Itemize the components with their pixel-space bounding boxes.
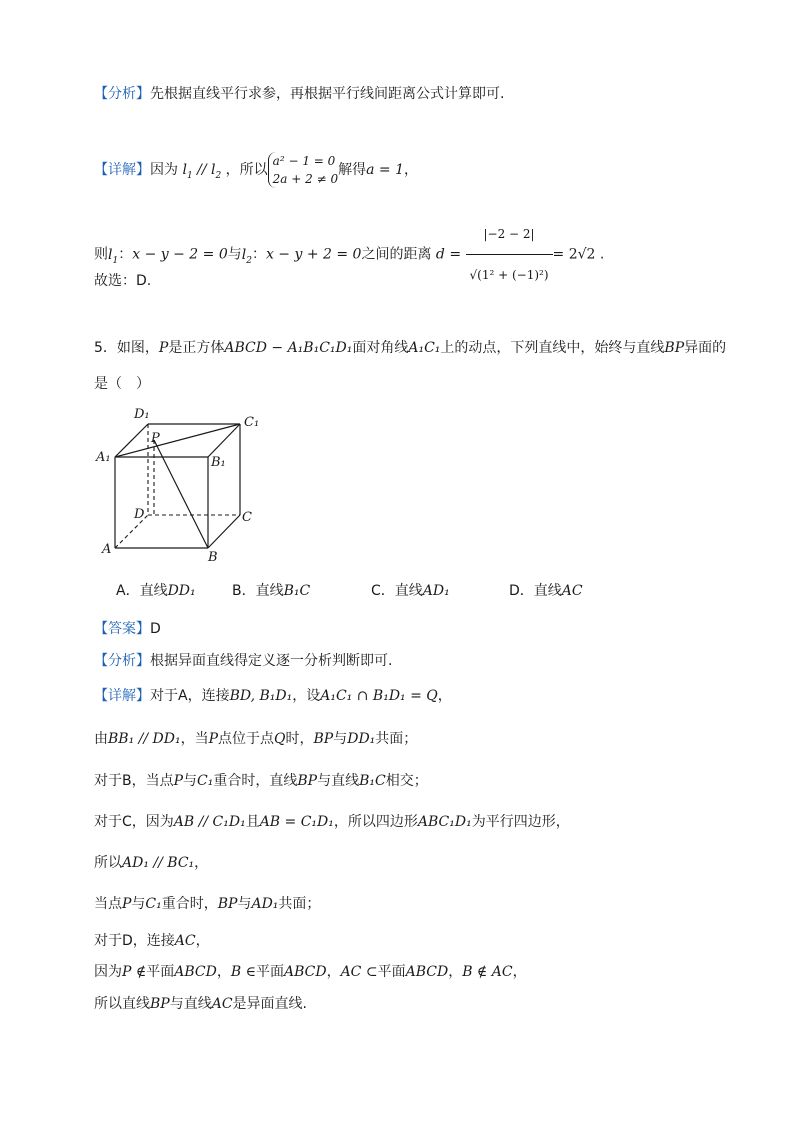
option-a[interactable]: A．直线DD₁ bbox=[116, 583, 196, 599]
answer-line: 【答案】D bbox=[94, 621, 161, 637]
equation-system: a² − 1 = 0 2a + 2 ≠ 0 bbox=[268, 152, 338, 188]
label-B: B bbox=[208, 550, 218, 565]
label-B1: B₁ bbox=[211, 455, 226, 470]
solution-line-8: 因为P ∉平面ABCD，B ∈平面ABCD，AC ⊂平面ABCD，B ∉ AC， bbox=[94, 964, 527, 980]
solution-line-9: 所以直线BP与直线AC是异面直线. bbox=[94, 996, 307, 1012]
solution-line-7: 对于D，连接AC， bbox=[94, 933, 210, 949]
analysis-text: 先根据直线平行求参，再根据平行线间距离公式计算即可. bbox=[150, 86, 505, 102]
label-A: A bbox=[102, 542, 112, 557]
distance-fraction: $\frac{|-2 - 2|}{\text{√(1² + (−1)²)}}$ bbox=[466, 214, 553, 295]
answer-value: D bbox=[150, 621, 161, 637]
l1-parallel-l2: $l_1 // l_2$ bbox=[178, 162, 222, 181]
label-D: D bbox=[134, 507, 145, 522]
option-d[interactable]: D．直线AC bbox=[509, 583, 583, 599]
distance-line: 则$l_1$：x − y − 2 = 0与$l_2$：x − y + 2 = 0之间的距离 d = $\frac{|-2 - 2|}{\text{√(1² + (−1)²)}}$ = 2√2 . bbox=[94, 214, 604, 295]
label-A1: A₁ bbox=[96, 450, 111, 465]
option-b[interactable]: B．直线B₁C bbox=[232, 583, 311, 599]
detail-tag: 【详解】 bbox=[94, 162, 150, 178]
options-row bbox=[116, 581, 716, 601]
solution-line-5: 所以AD₁ // BC₁， bbox=[94, 855, 209, 871]
label-D1: D₁ bbox=[134, 407, 150, 422]
solution-analysis-line: 【分析】根据异面直线得定义逐一分析判断即可. bbox=[94, 653, 393, 669]
solution-line-2: 由BB₁ // DD₁，当P点位于点Q时，BP与DD₁共面； bbox=[94, 731, 418, 747]
solution-line-6: 当点P与C₁重合时，BP与AD₁共面； bbox=[94, 896, 321, 912]
solution-line-4: 对于C，因为AB // C₁D₁且AB = C₁D₁，所以四边形ABC₁D₁为平行四边形， bbox=[94, 814, 570, 830]
label-C: C bbox=[242, 510, 252, 525]
cube-figure bbox=[90, 400, 270, 570]
analysis-line-1 bbox=[94, 84, 504, 104]
analysis-tag: 【分析】 bbox=[94, 86, 150, 102]
solution-line-1: 【详解】对于A，连接BD, B₁D₁，设A₁C₁ ∩ B₁D₁ = Q， bbox=[94, 688, 452, 704]
option-c[interactable]: C．直线AD₁ bbox=[371, 583, 450, 599]
conclusion-line: 故选：D. bbox=[94, 273, 152, 289]
detail-line-1: 【详解】因为 $l_1 // l_2$ ，所以 a² − 1 = 0 2a + 2 ≠ 0 解得a = 1， bbox=[94, 154, 418, 186]
label-C1: C₁ bbox=[244, 415, 260, 430]
label-P: P bbox=[151, 431, 160, 446]
question-line-1: 5．如图，P是正方体ABCD − A₁B₁C₁D₁面对角线A₁C₁上的动点，下列直线中，始终与直线BP异面的 bbox=[94, 340, 727, 356]
solution-line-3: 对于B，当点P与C₁重合时，直线BP与直线B₁C相交； bbox=[94, 773, 428, 789]
question-line-2: 是（ ） bbox=[94, 376, 150, 392]
